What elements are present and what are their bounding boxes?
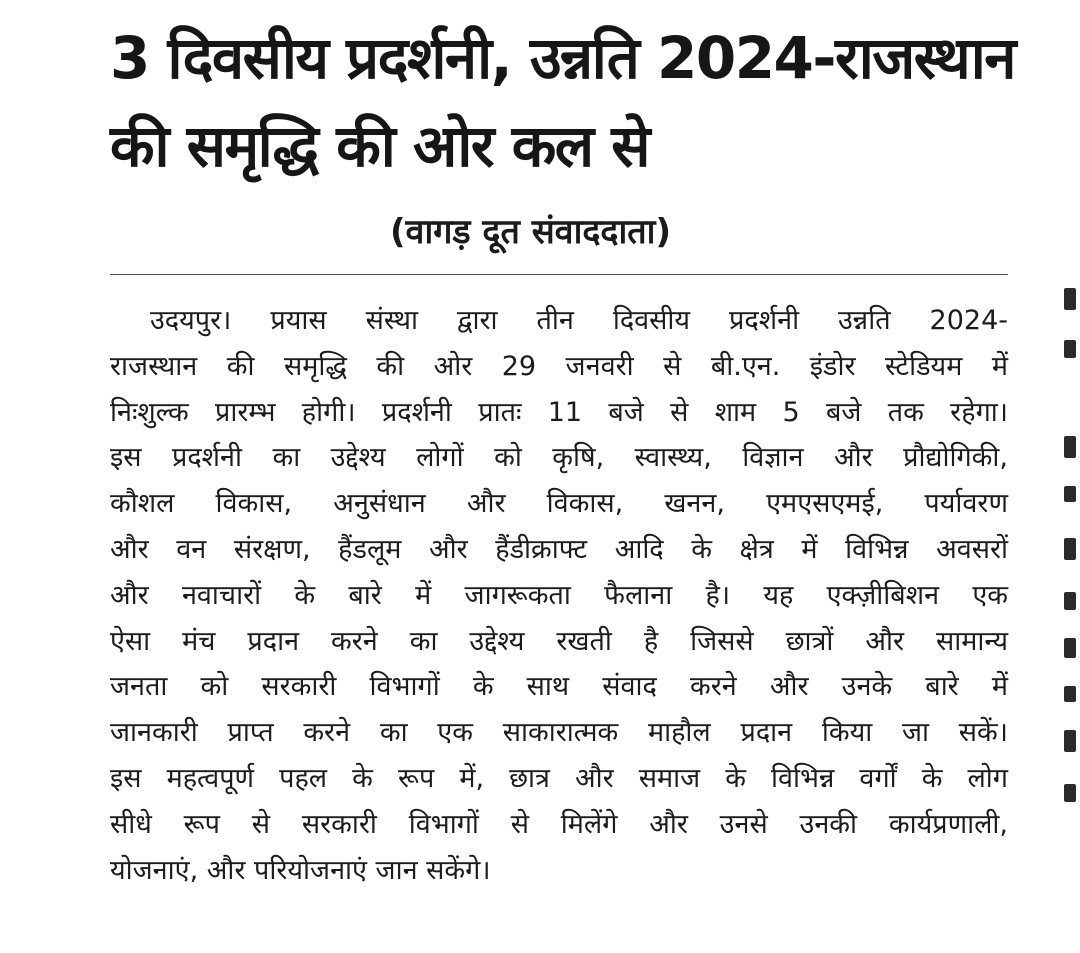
- body-line: जानकारी प्राप्त करने का एक साकारात्मक माहौल प्रदान किया जा सकें।: [110, 717, 1008, 749]
- body-line: निःशुल्क प्रारम्भ होगी। प्रदर्शनी प्रातः 11 बजे से शाम 5 बजे तक रहेगा।: [110, 396, 1008, 428]
- cropped-text-fragment: [1064, 730, 1076, 752]
- article-body: [110, 298, 1008, 893]
- cropped-text-fragment: [1064, 288, 1076, 310]
- body-line: योजनाएं, और परियोजनाएं जान सकेंगे।: [110, 854, 491, 886]
- body-line: कौशल विकास, अनुसंधान और विकास, खनन, एमएसएमई, पर्यावरण: [110, 488, 1008, 520]
- body-line: ऐसा मंच प्रदान करने का उद्देश्य रखती है जिससे छात्रों और सामान्य: [110, 625, 1008, 657]
- cropped-text-fragment: [1064, 638, 1076, 658]
- cropped-text-fragment: [1064, 340, 1076, 358]
- cropped-text-fragment: [1064, 592, 1076, 610]
- body-line: इस प्रदर्शनी का उद्देश्य लोगों को कृषि, स्वास्थ्य, विज्ञान और प्रौद्योगिकी,: [110, 442, 1008, 474]
- headline-line: की समृद्धि की ओर कल से: [110, 112, 649, 180]
- cropped-text-fragment: [1064, 784, 1076, 802]
- cropped-text-fragment: [1064, 436, 1076, 458]
- body-line: इस महत्वपूर्ण पहल के रूप में, छात्र और समाज के विभिन्न वर्गों के लोग: [110, 762, 1008, 794]
- body-line: सीधे रूप से सरकारी विभागों से मिलेंगे और उनसे उनकी कार्यप्रणाली,: [110, 808, 1008, 840]
- body-line: और वन संरक्षण, हैंडलूम और हैंडीक्राफ्ट आदि के क्षेत्र में विभिन्न अवसरों: [110, 533, 1008, 565]
- article-byline: (वागड़ दूत संवाददाता): [390, 212, 672, 252]
- cropped-text-fragment: [1064, 538, 1076, 560]
- article-headline: [110, 14, 1020, 190]
- cropped-text-fragment: [1064, 486, 1076, 502]
- cropped-text-fragment: [1064, 686, 1076, 702]
- body-line: और नवाचारों के बारे में जागरूकता फैलाना है। यह एक्ज़ीबिशन एक: [110, 579, 1008, 611]
- adjacent-column-edge: [1058, 200, 1080, 920]
- body-line: उदयपुर। प्रयास संस्था द्वारा तीन दिवसीय प्रदर्शनी उन्नति 2024-: [150, 305, 1008, 336]
- headline-line: 3 दिवसीय प्रदर्शनी, उन्नति 2024-राजस्थान: [110, 24, 1015, 92]
- body-line: जनता को सरकारी विभागों के साथ संवाद करने और उनके बारे में: [110, 671, 1008, 703]
- body-line: राजस्थान की समृद्धि की ओर 29 जनवरी से बी.एन. इंडोर स्टेडियम में: [110, 350, 1008, 382]
- divider-rule: [110, 274, 1008, 275]
